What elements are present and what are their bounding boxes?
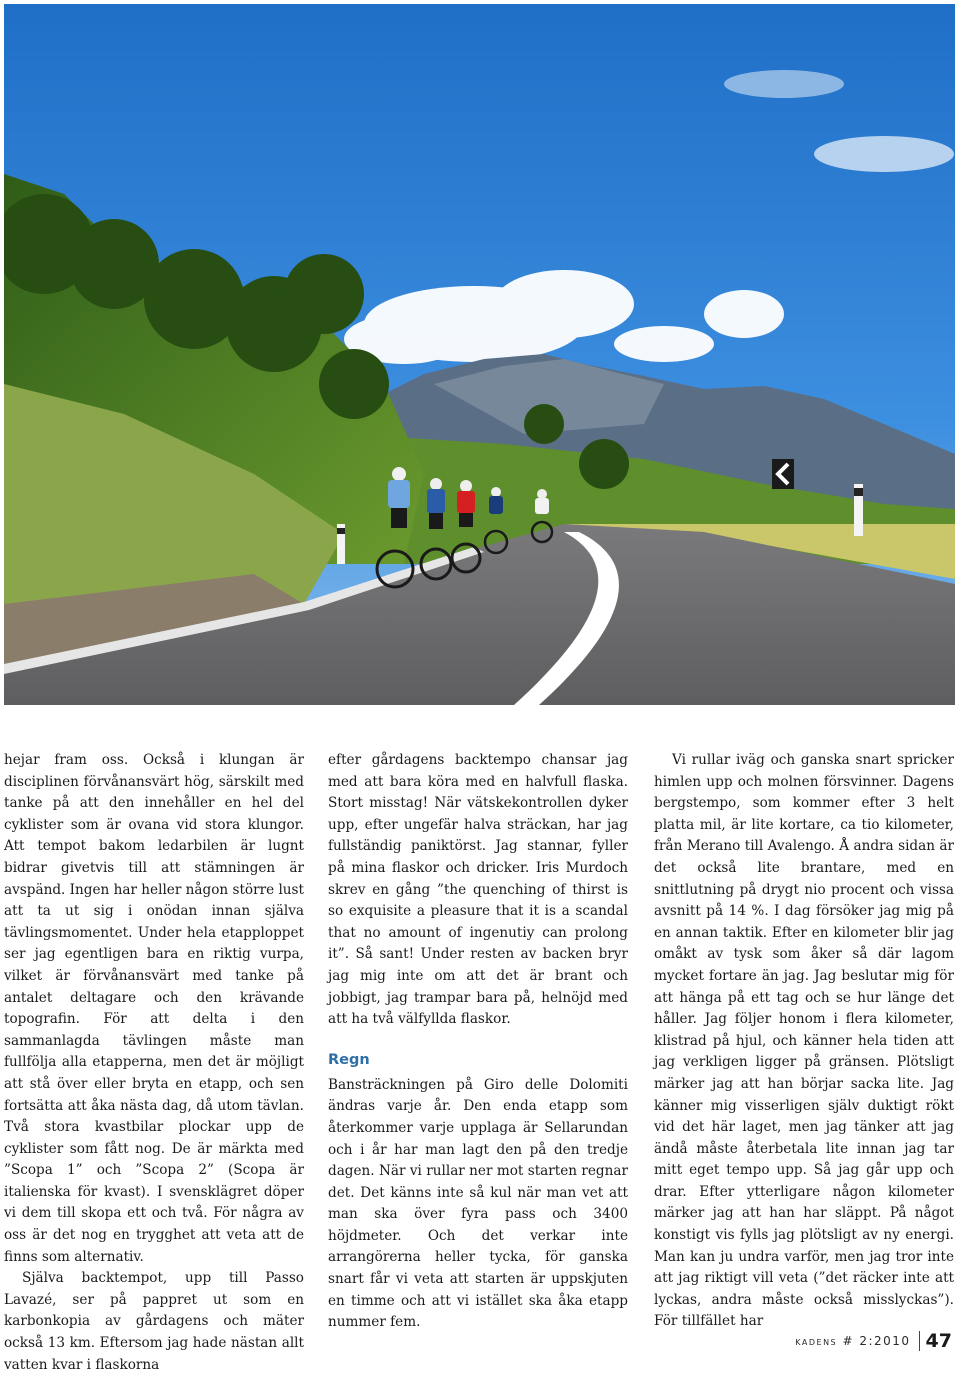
footer-divider bbox=[919, 1331, 920, 1351]
text-column-1 bbox=[4, 750, 304, 1376]
page-footer bbox=[795, 1330, 952, 1352]
text-column-2 bbox=[328, 750, 628, 1334]
magazine-issue: kadens # 2:2010 bbox=[795, 1334, 911, 1348]
page-number: 47 bbox=[925, 1330, 952, 1352]
text-column-3 bbox=[654, 750, 954, 1333]
col2-paragraph-after: Bansträckningen på Giro delle Dolomiti ändras varje år. Den enda etapp som återkommer varje upplaga är Sellarundan och i år har man lagt den på den tredje dagen. När vi rullar ner mot starten regnar det. Det känns inte så kul när man vet att man ska över fyra pass och 3400 höjdmeter. Och det verkar inte arrangörerna heller tycka, för ganska snart får vi veta att starten är uppskjuten en timme och att vi istället ska åka etapp nummer fem. bbox=[328, 1076, 628, 1331]
col3-paragraph: Vi rullar iväg och ganska snart spricker himlen upp och molnen försvinner. Dagens bergstempo, som kommer efter 3 helt platta mil, är lite kortare, ca tio kilometer, från Merano till Avalengo. Å andra sidan är det också lite brantare, med en snittlutning på drygt nio procent och vissa avsnitt på 14 %. I dag försöker jag mig på en annan taktik. Efter en kilometer blir jag omåkt av tysk som åker så där lagom mycket fortare än jag. Jag beslutar mig för att hänga på ett tag och se hur länge det håller. Jag följer honom i flera kilometer, klistrad på hjul, och känner hela tiden att jag verkligen ligger på gränsen. Plötsligt märker jag att han börjar sacka lite. Jag känner mig visserligen själv duktigt rökt vid det här laget, men jag tänker att jag ändå måste återbetala lite innan jag tar mitt eget tempo upp. Så jag går upp och drar. Efter ytterligare någon kilometer märker jag att han har släppt. På något konstigt vis fylls jag plötsligt av ny energi. Man kan ju undra varför, men jag tror inte att jag riktigt vill veta (”det räcker inte att lyckas, andra måste också misslyckas”). För tillfället har bbox=[654, 752, 954, 1330]
col1-paragraph-1: hejar fram oss. Också i klungan är disciplinen förvånansvärt hög, särskilt med tanke på att den innehåller en hel del cyklister som är ovana vid stora klungor. Att tempot bakom ledarbilen är lugnt bidrar givetvis till att stämningen är avspänd. Ingen har heller någon större lust att ta ut sig i onödan innan själva tävlingsmomentet. Under hela etapploppet ser jag egentligen bara en riktig vurpa, vilket är förvånansvärt med tanke på antalet deltagare och den krävande topografin. För att delta i den sammanlagda tävlingen måste man fullfölja alla etapperna, men det är möjligt att stå över eller bryta en etapp, och sen fortsätta att åka nästa dag, då utom tävlan. Två stora kvastbilar plockar upp de cyklister som fått nog. De är märkta med ”Scopa 1” och ”Scopa 2” (Scopa är italienska för kvast). I svensklägret döper vi dem till skopa ett och två. För några av oss är det nog en trygghet att veta att de finns som alternativ. bbox=[4, 752, 304, 1265]
col2-paragraph-intro: efter gårdagens backtempo chansar jag med att bara köra med en halvfull flaska. Stort misstag! När vätskekontrollen dyker upp, efter ungefär halva sträckan, har jag fullständig paniktörst. Jag stannar, fyller på mina flaskor och dricker. Iris Murdoch skrev en gång ”the quenching of thirst is so exquisite a pleasure that it is a scandal that no amount of ingenutiy can prolong it”. Så sant! Under resten av backen bryr jag mig inte om att det är brant och jobbigt, jag trampar bara på, helnöjd med att ha två välfyllda flaskor. bbox=[328, 752, 628, 1028]
section-heading-regn: Regn bbox=[328, 1051, 370, 1068]
photo-illustration bbox=[4, 4, 955, 705]
col1-paragraph-2: Själva backtempot, upp till Passo Lavazé, ser på pappret ut som en karbonkopia av gårdagens och mäter också 13 km. Eftersom jag hade nästan allt vatten kvar i flaskorna bbox=[4, 1270, 304, 1373]
cyclists-photo bbox=[4, 4, 955, 705]
